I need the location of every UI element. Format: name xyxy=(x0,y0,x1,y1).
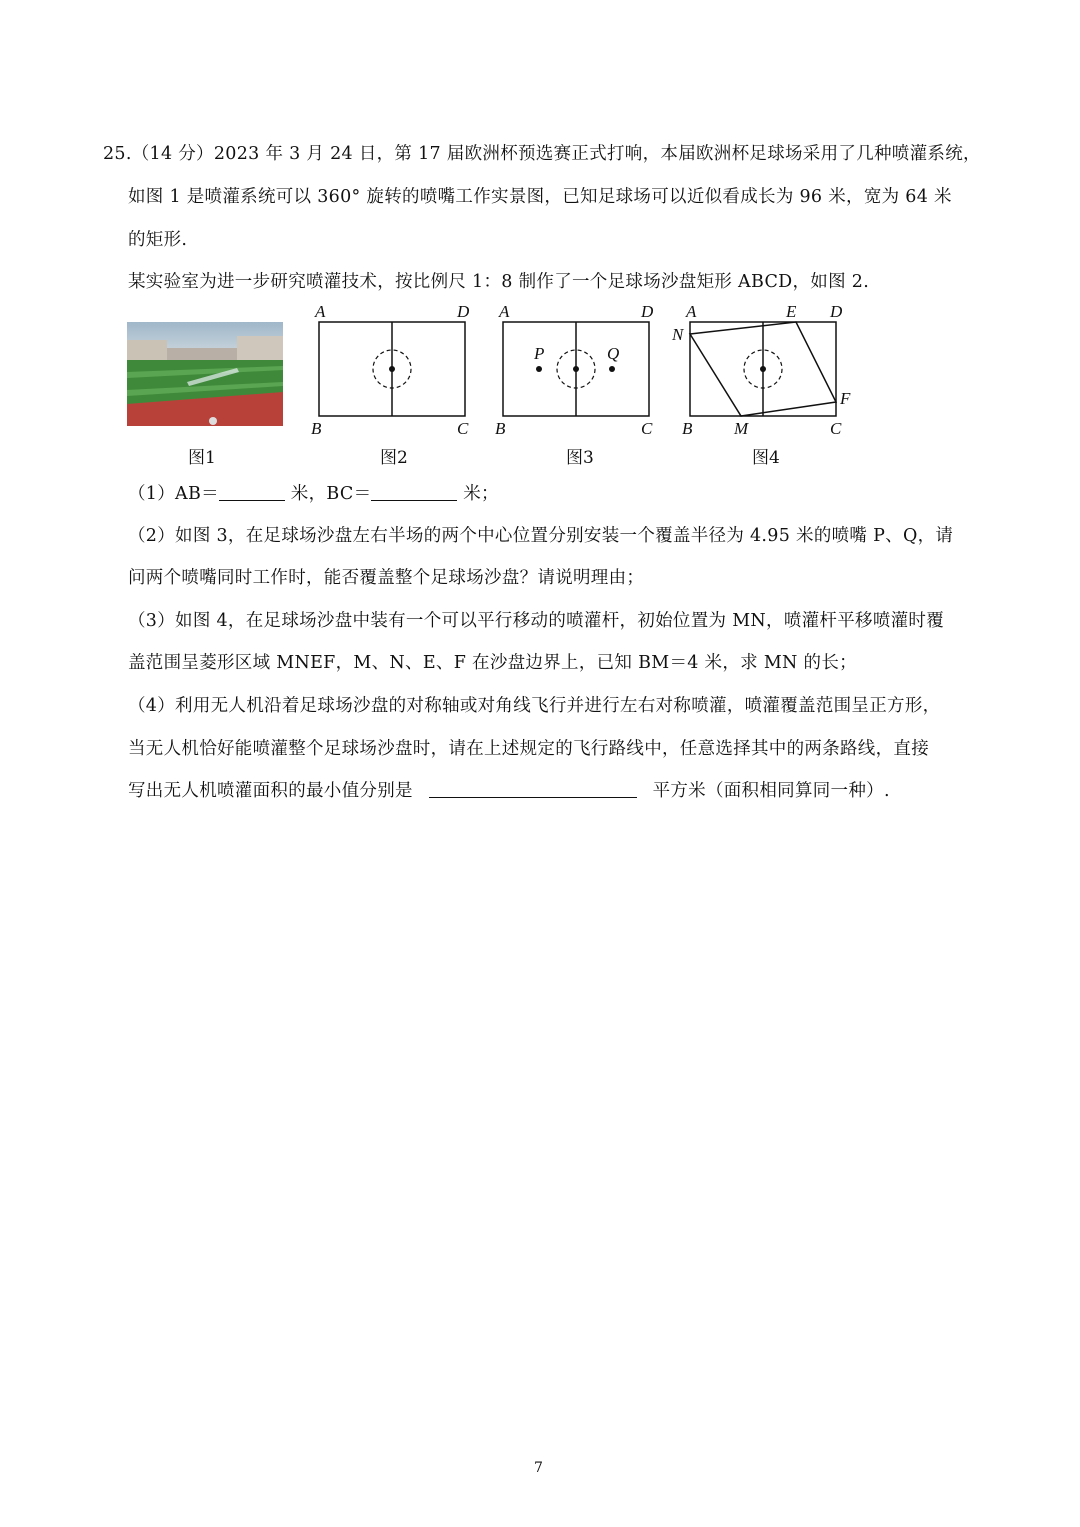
part-4-line-2: 当无人机恰好能喷灌整个足球场沙盘时，请在上述规定的飞行路线中，任意选择其中的两条路线，直接 xyxy=(128,739,929,759)
part-1-line xyxy=(128,480,499,505)
answer-blank-AB[interactable] xyxy=(219,482,285,501)
part-4-last-text-a: 写出无人机喷灌面积的最小值分别是 xyxy=(128,781,413,801)
part-4-line-1: （4）利用无人机沿着足球场沙盘的对称轴或对角线飞行并进行左右对称喷灌，喷灌覆盖范围呈正方形， xyxy=(128,696,941,716)
figure-2-diagram xyxy=(305,298,485,440)
fig3-label-Q: Q xyxy=(607,344,620,363)
question-intro-line-4: 某实验室为进一步研究喷灌技术，按比例尺 1：8 制作了一个足球场沙盘矩形 ABCD，如图 2. xyxy=(128,272,870,292)
caption-figure-1: 图1 xyxy=(188,448,216,468)
fig2-label-A: A xyxy=(315,302,326,321)
fig2-label-B: B xyxy=(311,419,322,438)
figure-3-diagram xyxy=(490,298,670,440)
fig3-point-P xyxy=(536,366,542,372)
caption-figure-2: 图2 xyxy=(380,448,408,468)
fig3-label-A: A xyxy=(499,302,510,321)
part-3-line-1: （3）如图 4，在足球场沙盘中装有一个可以平行移动的喷灌杆，初始位置为 MN，喷灌杆平移喷灌时覆 xyxy=(128,611,945,631)
fig4-center-dot xyxy=(760,366,766,372)
fig4-label-F: F xyxy=(840,389,851,408)
fig3-center-dot xyxy=(573,366,579,372)
part-2-line-1: （2）如图 3，在足球场沙盘左右半场的两个中心位置分别安装一个覆盖半径为 4.95 米的喷嘴 P、Q，请 xyxy=(128,526,954,546)
answer-blank-BC[interactable] xyxy=(371,482,457,501)
page-number: 7 xyxy=(534,1460,543,1476)
fig3-label-D: D xyxy=(641,302,654,321)
fig3-label-B: B xyxy=(495,419,506,438)
fig3-point-Q xyxy=(609,366,615,372)
figure-1-photo xyxy=(127,322,283,426)
question-intro-line-3: 的矩形. xyxy=(128,230,188,250)
fig4-label-D: D xyxy=(830,302,843,321)
fig4-label-C: C xyxy=(830,419,842,438)
part-1-text-c: 米； xyxy=(457,484,499,504)
question-intro-line-2: 如图 1 是喷灌系统可以 360° 旋转的喷嘴工作实景图，已知足球场可以近似看成长为 96 米，宽为 64 米 xyxy=(128,187,952,207)
part-3-line-2: 盖范围呈菱形区域 MNEF，M、N、E、F 在沙盘边界上，已知 BM＝4 米，求 MN 的长； xyxy=(128,653,857,673)
caption-figure-4: 图4 xyxy=(752,448,780,468)
part-4-last-text-b: 平方米（面积相同算同一种）. xyxy=(652,781,890,801)
fig4-label-E: E xyxy=(786,302,797,321)
fig4-label-M: M xyxy=(734,419,749,438)
caption-figure-3: 图3 xyxy=(566,448,594,468)
fig4-label-N: N xyxy=(672,325,684,344)
answer-blank-area[interactable] xyxy=(429,779,637,798)
figure-4-diagram xyxy=(668,298,858,440)
fig4-label-A: A xyxy=(686,302,697,321)
question-intro-line-1: 25.（14 分）2023 年 3 月 24 日，第 17 届欧洲杯预选赛正式打响，本届欧洲杯足球场采用了几种喷灌系统， xyxy=(103,144,981,164)
part-1-text-b: 米，BC＝ xyxy=(284,484,372,504)
part-1-text-a: （1）AB＝ xyxy=(128,484,219,504)
fig3-label-P: P xyxy=(534,344,545,363)
fig2-center-dot xyxy=(389,366,395,372)
fig4-label-B: B xyxy=(682,419,693,438)
fig2-label-D: D xyxy=(457,302,470,321)
fig3-label-C: C xyxy=(641,419,653,438)
fig2-label-C: C xyxy=(457,419,469,438)
part-4-line-3 xyxy=(128,777,890,802)
part-2-line-2: 问两个喷嘴同时工作时，能否覆盖整个足球场沙盘？请说明理由； xyxy=(128,568,645,588)
